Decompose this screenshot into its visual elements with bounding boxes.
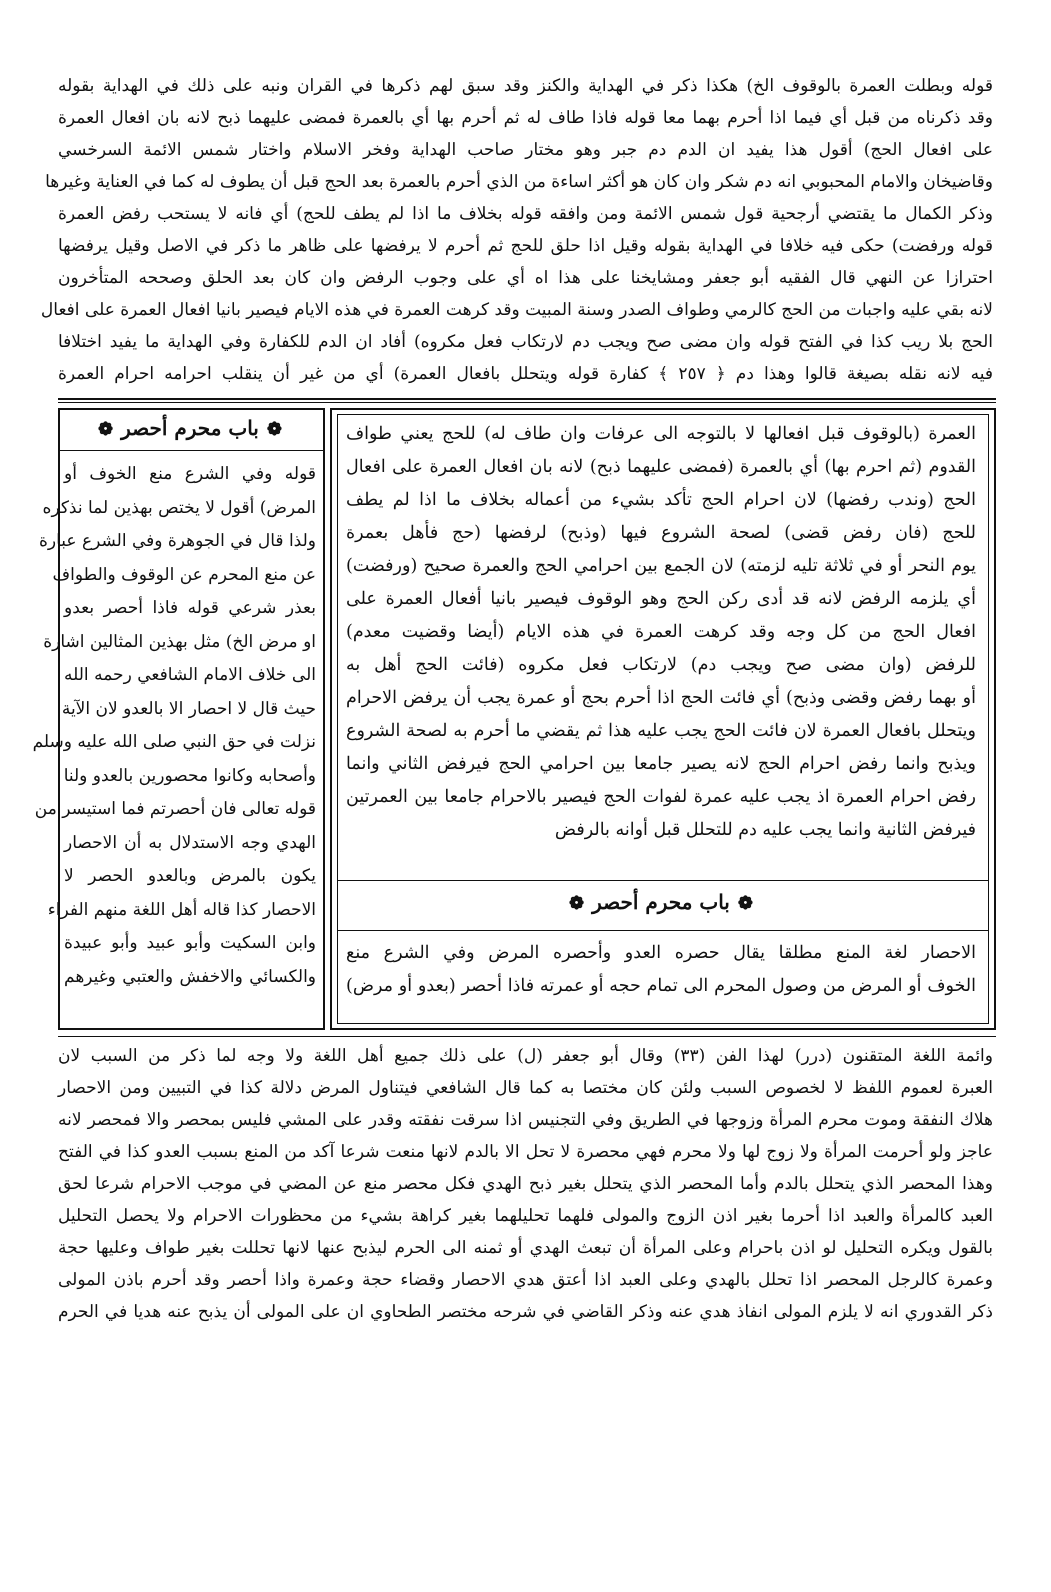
commentary-line: وائمة اللغة المتقنون (درر) لهذا الفن (٣٣) وقال أبو جعفر (ل) على ذلك جميع أهل اللغة ولا وجه لما ذكر من السبب لان xyxy=(58,1046,993,1066)
commentary-line: بالقول ويكره التحليل لو اذن باحرام وعلى المرأة أن تبعث الهدي أو ثمنه الى الحرم ليذبح عنها لانها تحللت بغير طواف وعليها حجة xyxy=(58,1238,993,1258)
side-text-line: والكسائي والاخفش والعتبي وغيرهم xyxy=(64,966,316,987)
commentary-line: ذكر القدوري انه لا يلزم المولى انفاذ هدي عنه وذكر القاضي في شرحه مختصر الطحاوي ان على المولى أن يذبح عنه هديا في الحرم xyxy=(58,1302,993,1322)
main-text-line: للرفض (وان مضى صح ويجب دم) لارتكاب فعل مكروه (فائت الحج أهل به xyxy=(346,655,976,675)
ornament-icon: ❁ xyxy=(737,893,753,914)
divider-rule xyxy=(58,398,996,400)
side-chapter-heading xyxy=(64,416,316,440)
chapter-rule xyxy=(337,880,989,881)
commentary-line: وهذا المحصر الذي يتحلل بالدم وأما المحصر الذي يتحلل بغير ذبح الهدي فكل محصر منع عن المضي في موجب الاحرام شرعا لحق xyxy=(58,1174,993,1194)
commentary-line: هلاك النفقة وموت محرم المرأة وزوجها في الطريق وفي التجنيس اذا سرقت نفقته وقدر على المشي فليس بمحصر والا فمحصر لانه xyxy=(58,1110,993,1130)
side-text-line: المرض) أقول لا يختص بهذين لما نذكره xyxy=(42,497,316,518)
side-text-line: نزلت في حق النبي صلى الله عليه وسلم xyxy=(32,732,316,752)
chapter-rule xyxy=(337,930,989,931)
commentary-line: قوله وبطلت العمرة بالوقوف الخ) هكذا ذكر في الهداية والكنز وقد سبق لهم ذكرها في القران ونبه على ذلك في الهداية بقوله xyxy=(58,76,994,96)
side-text-line: الاحصار كذا قاله أهل اللغة منهم الفراء xyxy=(47,899,316,920)
main-text-line: ويتحلل بافعال العمرة لان فائت الحج يجب عليه هذا ثم يقضي ما أحرم به لصحة الشروع xyxy=(346,721,976,741)
main-text-line: افعال الحج من كل وجه وقد كرهت العمرة في هذه الايام (أيضا وقضيت معدم) xyxy=(346,622,976,642)
commentary-line: وقاضيخان والامام المحبوبي انه دم شكر وان كان هو أكثر اساءة من الذي أحرم بالعمرة بعد الحج قبل أن يطوف له كما في العناية وغيرها xyxy=(45,172,993,192)
main-text-line: رفض احرام العمرة اذ يجب عليه عمرة لفوات الحج فيصير بالاحرام جامعا بين العمرتين xyxy=(346,787,976,807)
main-chapter-title: باب محرم أحصر xyxy=(592,890,730,914)
side-text-line: عن منع المحرم عن الوقوف والطواف xyxy=(52,564,316,585)
commentary-line: عاجز ولو أحرمت المرأة ولا زوج لها ولا محرم فهي محصرة لا تحل الا بالدم لانها منعت شرعا آكد من المنع بسبب العدو كذا في الفتح xyxy=(58,1142,993,1162)
divider-rule xyxy=(58,402,996,403)
side-text-line: قوله وفي الشرع منع الخوف أو xyxy=(64,464,316,484)
main-text-line: القدوم (ثم احرم بها) أي بالعمرة (فمضى عليهما ذبح) لانه بان افعال العمرة على افعال xyxy=(346,457,976,477)
side-text-line: بعذر شرعي قوله فاذا أحصر بعدو xyxy=(64,598,316,618)
main-text-line: العمرة (بالوقوف قبل افعالها لا بالتوجه الى عرفات وان طاف له) للحج يعني طواف xyxy=(346,424,976,444)
commentary-line: احترازا عن النهي قال الفقيه أبو جعفر ومشايخنا على هذا اه أي على وجوب الرفض وان كان بعد الحلق وصححه المتأخرون xyxy=(58,268,993,288)
commentary-line: العبرة لعموم اللفظ لا لخصوص السبب ولئن كان مختصا به كما قال الشافعي فيتناول المرض دلالة كذا في التبيين ومن الاحصار xyxy=(58,1078,993,1098)
main-chapter-heading xyxy=(346,890,976,914)
main-text-line: الخوف أو المرض من وصول المحرم الى تمام حجه أو عمرته فاذا أحصر (بعدو أو مرض) xyxy=(346,976,976,996)
commentary-line: وقد ذكرناه من قبل أي فيما اذا أحرم بهما معا قوله فاذا طاف له ثم أحرم بها أي بالعمرة فمضى عليهما ذبح لانه بان افعال العمرة xyxy=(58,108,993,128)
commentary-line: لانه بقي عليه واجبات من الحج كالرمي وطواف الصدر وسنة المبيت وقد كرهت العمرة في هذه الايام فيصير بانيا افعال العمرة على افعال xyxy=(40,300,993,320)
commentary-line: وعمرة كالرجل المحصر اذا تحلل بالهدي وعلى العبد اذا أعتق هدي الاحصار وقضاء حجة وعمرة واذا أحصر وقد أحرم باذن المولى xyxy=(58,1270,993,1290)
side-chapter-title: باب محرم أحصر xyxy=(121,416,259,440)
side-text-line: قوله تعالى فان أحصرتم فما استيسر من xyxy=(34,799,316,819)
main-text-line: ويذبح وانما رفض احرام الحج لانه يصير جامعا بين احرامي الحج فيرفض الثاني وانما xyxy=(346,754,976,774)
side-heading-rule xyxy=(58,450,325,451)
ornament-icon: ❁ xyxy=(569,893,585,914)
main-text-line: الحج (وندب رفضها) لان احرام الحج تأكد بشيء من أعماله بخلاف ما اذا لم يطف xyxy=(346,490,976,510)
ornament-icon: ❁ xyxy=(266,419,282,440)
commentary-line: العبد كالمرأة والعبد اذا أحرما بغير اذن الزوج والمولى فلهما تحليلهما بغير كراهة بشيء من محظورات الاحرام ولا يحصل التحليل xyxy=(58,1206,993,1226)
side-text-line: الهدي وجه الاستدلال به أن الاحصار xyxy=(64,832,316,853)
divider-rule xyxy=(58,1036,996,1037)
ornament-icon: ❁ xyxy=(98,419,114,440)
commentary-line: على افعال الحج) أقول هذا يفيد ان الدم دم جبر وهو مختار صاحب الهداية وفخر الاسلام واختار شمس الائمة السرخسي xyxy=(58,140,993,160)
side-text-line: او مرض الخ) مثل بهذين المثالين اشارة xyxy=(43,631,316,652)
side-text-line: الى خلاف الامام الشافعي رحمه الله xyxy=(64,665,316,685)
commentary-line: الحج بلا ريب كذا في الفتح قوله وان مضى صح ويجب دم لارتكاب فعل مكروه) أفاد ان الدم للكفارة وفي الهداية ما يفيد اختلافا xyxy=(58,332,993,352)
side-text-line: يكون بالمرض وبالعدو الحصر لا xyxy=(64,866,316,886)
main-text-line: أو بهما رفض وقضى وذبح) أي فائت الحج اذا أحرم بحج أو عمرة يجب أن يرفض الاحرام xyxy=(346,688,976,708)
side-text-line: وابن السكيت وأبو عبيد وأبو عبيدة xyxy=(64,933,316,953)
main-text-line: فيرفض الثانية وانما يجب عليه دم للتحلل قبل أوانه بالرفض xyxy=(554,820,976,840)
side-text-line: وأصحابه وكانوا محصورين بالعدو ولنا xyxy=(63,765,316,786)
main-text-line: يوم النحر أو في ثلاثة تليه لزمته) لان الجمع بين احرامي الحج والعمرة صحيح (ورفضت) xyxy=(346,556,976,576)
commentary-line: وذكر الكمال ما يقتضي أرجحية قول شمس الائمة ومن وافقه قوله بخلاف ما اذا لم يطف للحج) أي فانه لا يستحب رفض العمرة xyxy=(58,204,993,224)
main-text-line: الاحصار لغة المنع مطلقا يقال حصره العدو وأحصره المرض وفي الشرع منع xyxy=(346,943,976,963)
side-text-line: ولذا قال في الجوهرة وفي الشرع عبارة xyxy=(39,531,316,551)
commentary-line: قوله ورفضت) حكى فيه خلافا في الهداية بقوله وقيل اذا حلق للحج ثم أحرم لا يرفضها على ظاهر ما ذكر في الاصل وقيل يرفضها xyxy=(58,236,993,256)
commentary-line: فيه لانه نقله بصيغة قالوا وهذا دم ﴿ ٢٥٧ ﴾ كفارة قوله ويتحلل بافعال العمرة) أي من غير أن ينقلب احرامه احرام العمرة xyxy=(58,364,993,384)
main-text-line: للحج (فان رفض قضى) لصحة الشروع فيها (وذبح) لرفضها (حج فأهل بعمرة xyxy=(346,523,976,543)
side-text-line: حيث قال لا احصار الا بالعدو لان الآية xyxy=(61,698,316,719)
main-text-line: أي يلزمه الرفض لانه قد أدى ركن الحج وهو الوقوف فيصير بانيا أفعال العمرة على xyxy=(346,589,976,609)
